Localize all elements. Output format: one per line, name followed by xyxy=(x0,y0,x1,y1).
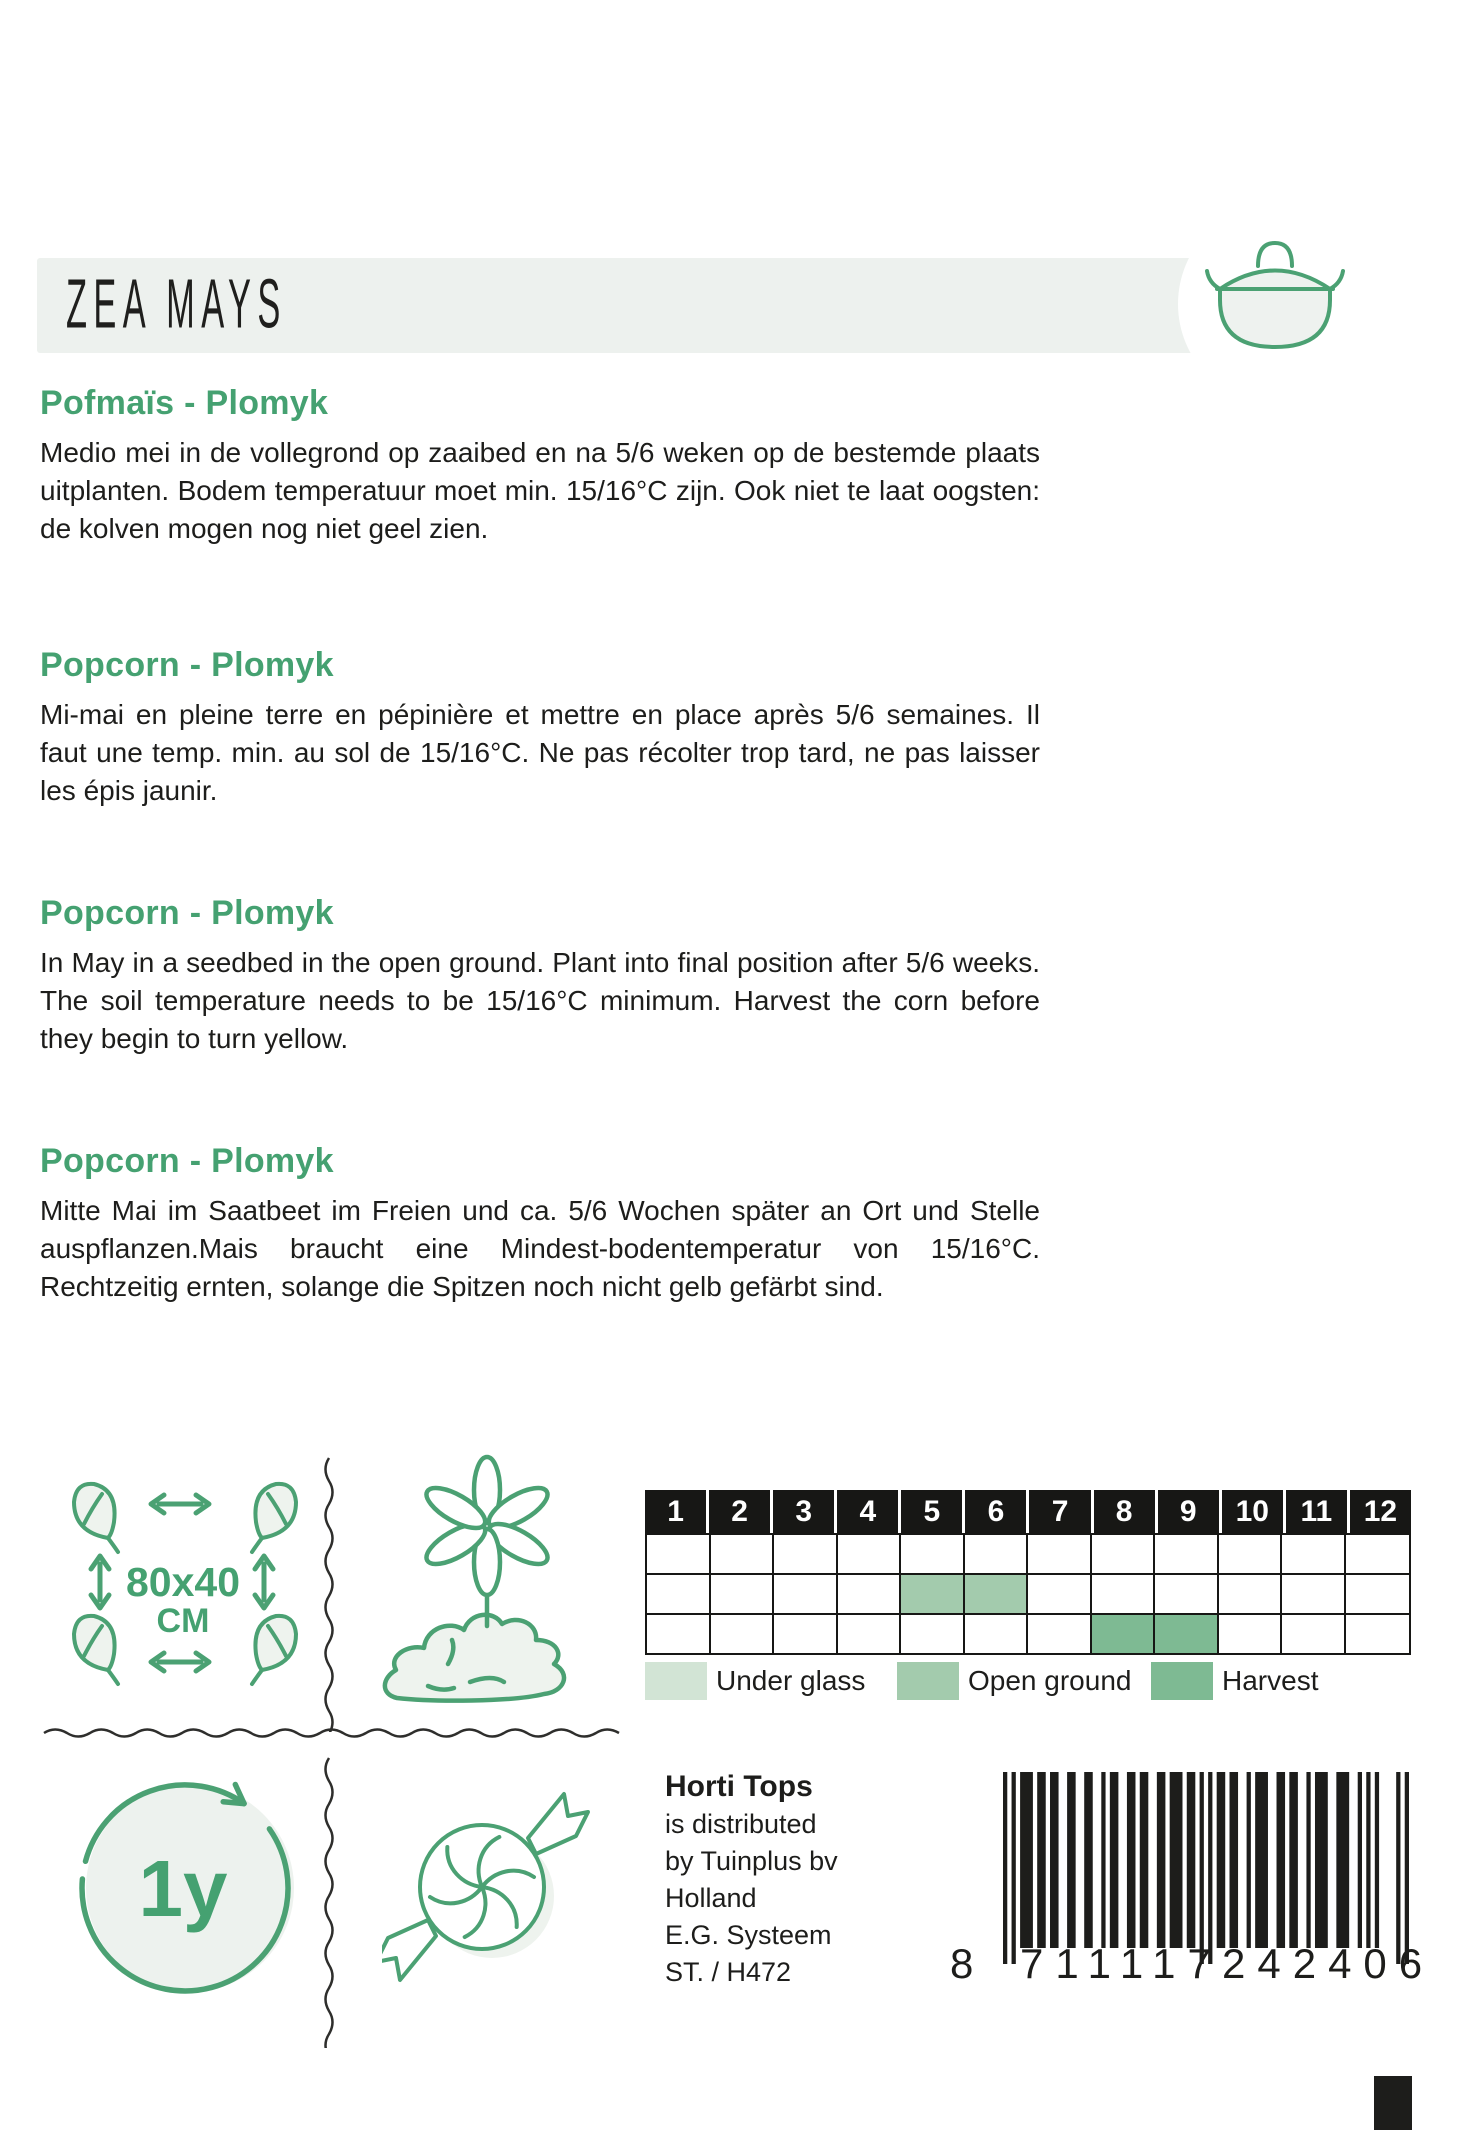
calendar-cell-harvest-m8 xyxy=(1092,1615,1156,1653)
calendar-month-cell: 12 xyxy=(1350,1490,1411,1533)
calendar-month-cell: 6 xyxy=(965,1490,1026,1533)
description-sections xyxy=(40,382,1040,1306)
calendar-month-cell: 9 xyxy=(1158,1490,1219,1533)
wavy-divider-horizontal xyxy=(42,1726,622,1740)
calendar-cell-open-ground-m8 xyxy=(1092,1575,1156,1615)
barcode-digit-left: 8 xyxy=(950,1940,974,1987)
calendar-grid-body xyxy=(645,1533,1411,1655)
distributor-line: E.G. Systeem xyxy=(665,1920,832,1950)
calendar-month-cell: 8 xyxy=(1094,1490,1155,1533)
popcorn-candy-icon xyxy=(382,1772,597,2004)
plant-spacing-icon xyxy=(40,1452,330,1702)
distributor-lines xyxy=(665,1806,965,1991)
section-heading-nl: Pofmaïs - Plomyk xyxy=(40,384,329,422)
page-title-text: ZEA MAYS xyxy=(66,265,287,344)
harvest-swatch xyxy=(1151,1662,1213,1700)
page-title xyxy=(66,258,342,353)
calendar-month-cell: 1 xyxy=(645,1490,706,1533)
distributor-info xyxy=(665,1768,965,1991)
section-body-de: Mitte Mai im Saatbeet im Freien und ca. 5/6 Wochen später an Ort und Stelle auspflanzen.Mais braucht eine Mindest-bodentemperatur von 15/16°C. Rechtzeitig ernten, solange die Spitzen noch nicht gelb gefärbt sind. xyxy=(40,1195,1040,1302)
lifecycle-label: 1y xyxy=(138,1844,228,1933)
section-french xyxy=(40,644,1040,810)
calendar-month-cell: 7 xyxy=(1029,1490,1090,1533)
calendar-cell-under-glass-m5 xyxy=(901,1535,965,1575)
calendar-cell-under-glass-m4 xyxy=(838,1535,902,1575)
calendar-cell-under-glass-m10 xyxy=(1219,1535,1283,1575)
calendar-cell-harvest-m11 xyxy=(1282,1615,1346,1653)
calendar-month-cell: 11 xyxy=(1286,1490,1347,1533)
calendar-cell-harvest-m10 xyxy=(1219,1615,1283,1653)
calendar-cell-open-ground-m1 xyxy=(647,1575,711,1615)
calendar-cell-open-ground-m5 xyxy=(901,1575,965,1615)
section-dutch xyxy=(40,382,1040,548)
legend-harvest xyxy=(1151,1662,1318,1700)
calendar-cell-open-ground-m4 xyxy=(838,1575,902,1615)
calendar-month-header xyxy=(645,1490,1411,1533)
sowing-calendar xyxy=(645,1490,1411,1655)
section-body-nl: Medio mei in de vollegrond op zaaibed en na 5/6 weken op de bestemde plaats uitplanten. Bodem temperatuur moet min. 15/16°C zijn. Ook niet te laat oogsten: de kolven mogen nog niet geel zien. xyxy=(40,437,1040,544)
annual-cycle-icon xyxy=(70,1768,305,2008)
under-glass-swatch xyxy=(645,1662,707,1700)
sprout-plant-icon xyxy=(352,1448,637,1738)
calendar-month-cell: 10 xyxy=(1222,1490,1283,1533)
print-registration-mark xyxy=(1374,2076,1412,2130)
legend-label: Open ground xyxy=(968,1665,1132,1696)
spacing-unit-text: CM xyxy=(156,1602,210,1640)
calendar-cell-under-glass-m8 xyxy=(1092,1535,1156,1575)
calendar-cell-open-ground-m12 xyxy=(1346,1575,1410,1615)
section-heading-fr: Popcorn - Plomyk xyxy=(40,646,334,684)
calendar-month-cell: 4 xyxy=(837,1490,898,1533)
distributor-name: Horti Tops xyxy=(665,1770,813,1803)
section-heading-de: Popcorn - Plomyk xyxy=(40,1142,334,1180)
calendar-cell-open-ground-m2 xyxy=(711,1575,775,1615)
distributor-line: Holland xyxy=(665,1883,757,1913)
calendar-cell-open-ground-m7 xyxy=(1028,1575,1092,1615)
distributor-line: ST. / H472 xyxy=(665,1957,792,1987)
section-german xyxy=(40,1140,1040,1306)
calendar-cell-under-glass-m1 xyxy=(647,1535,711,1575)
legend-label: Harvest xyxy=(1222,1665,1319,1696)
calendar-cell-open-ground-m11 xyxy=(1282,1575,1346,1615)
calendar-cell-harvest-m9 xyxy=(1155,1615,1219,1653)
open-ground-swatch xyxy=(897,1662,959,1700)
distributor-line: by Tuinplus bv xyxy=(665,1846,838,1876)
calendar-cell-harvest-m12 xyxy=(1346,1615,1410,1653)
calendar-cell-under-glass-m6 xyxy=(965,1535,1029,1575)
calendar-cell-harvest-m7 xyxy=(1028,1615,1092,1653)
barcode-digits-group1: 711117 xyxy=(1020,1940,1223,1987)
spacing-value-text: 80x40 xyxy=(125,1559,241,1605)
calendar-month-cell: 2 xyxy=(709,1490,770,1533)
calendar-cell-under-glass-m7 xyxy=(1028,1535,1092,1575)
calendar-cell-under-glass-m11 xyxy=(1282,1535,1346,1575)
section-body-en: In May in a seedbed in the open ground. Plant into final position after 5/6 weeks. The soil temperature needs to be 15/16°C minimum. Harvest the corn before they begin to turn yellow. xyxy=(40,947,1040,1054)
calendar-month-cell: 5 xyxy=(901,1490,962,1533)
calendar-cell-open-ground-m3 xyxy=(774,1575,838,1615)
calendar-cell-open-ground-m10 xyxy=(1219,1575,1283,1615)
calendar-cell-harvest-m6 xyxy=(965,1615,1029,1653)
calendar-legend xyxy=(645,1662,1425,1706)
barcode-bars xyxy=(1003,1772,1409,1964)
distributor-line: is distributed xyxy=(665,1809,817,1839)
ean-barcode xyxy=(950,1772,1435,2002)
section-body-fr: Mi-mai en pleine terre en pépinière et mettre en place après 5/6 semaines. Il faut une temp. min. au sol de 15/16°C. Ne pas récolter trop tard, ne pas laisser les épis jaunir. xyxy=(40,699,1040,806)
calendar-cell-open-ground-m9 xyxy=(1155,1575,1219,1615)
calendar-cell-under-glass-m12 xyxy=(1346,1535,1410,1575)
wavy-divider-vertical-2 xyxy=(322,1756,336,2048)
calendar-cell-harvest-m4 xyxy=(838,1615,902,1653)
calendar-cell-under-glass-m3 xyxy=(774,1535,838,1575)
legend-label: Under glass xyxy=(716,1665,866,1696)
section-heading-en: Popcorn - Plomyk xyxy=(40,894,334,932)
calendar-cell-harvest-m5 xyxy=(901,1615,965,1653)
section-english xyxy=(40,892,1040,1058)
legend-open-ground xyxy=(897,1662,1131,1700)
barcode-digits-group2: 242406 xyxy=(1222,1940,1435,1987)
calendar-cell-under-glass-m9 xyxy=(1155,1535,1219,1575)
legend-under-glass xyxy=(645,1662,865,1700)
calendar-cell-harvest-m1 xyxy=(647,1615,711,1653)
calendar-cell-open-ground-m6 xyxy=(965,1575,1029,1615)
cooking-pot-icon xyxy=(1205,234,1345,360)
calendar-cell-harvest-m3 xyxy=(774,1615,838,1653)
calendar-cell-under-glass-m2 xyxy=(711,1535,775,1575)
calendar-month-cell: 3 xyxy=(773,1490,834,1533)
calendar-cell-harvest-m2 xyxy=(711,1615,775,1653)
wavy-divider-vertical-1 xyxy=(322,1456,336,1732)
